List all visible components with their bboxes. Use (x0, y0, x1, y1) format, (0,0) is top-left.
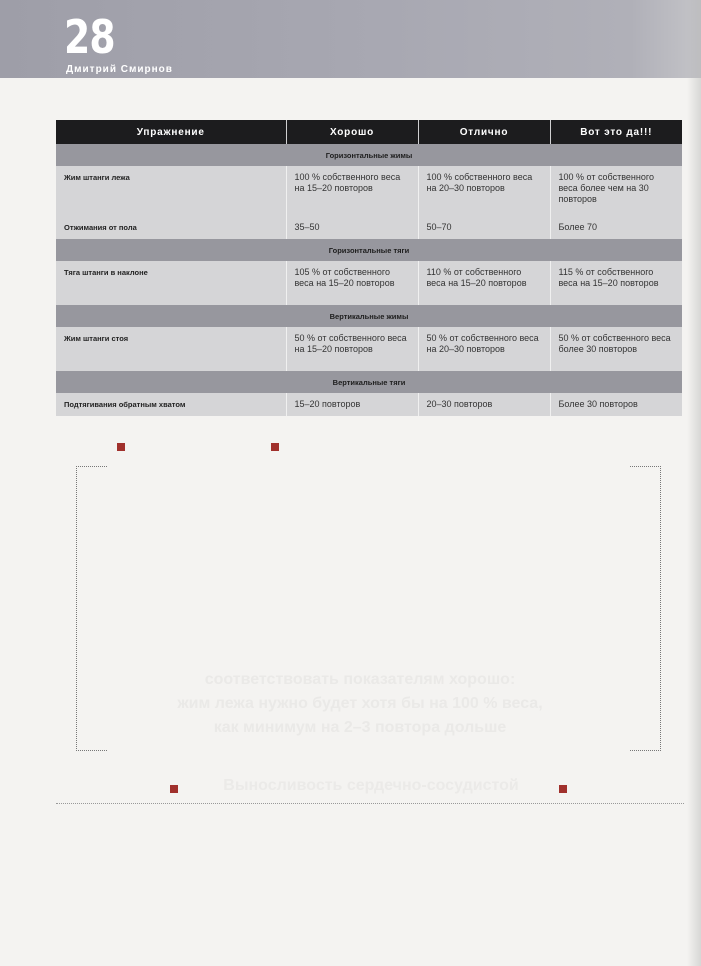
wow-value: Более 70 (550, 216, 682, 239)
exercise-name: Жим штанги стоя (56, 327, 286, 371)
marker-square-heading-right (559, 785, 567, 793)
exercise-name: Тяга штанги в наклоне (56, 261, 286, 305)
good-value: 50 % от собственного веса на 15–20 повторов (286, 327, 418, 371)
excellent-value: 20–30 повторов (418, 393, 550, 416)
section-title: Горизонтальные жимы (56, 144, 682, 166)
good-value: 105 % от собственного веса на 15–20 повторов (286, 261, 418, 305)
column-header-exercise: Упражнение (56, 120, 286, 144)
wow-value: 50 % от собственного веса более 30 повторов (550, 327, 682, 371)
column-header-good: Хорошо (286, 120, 418, 144)
dotted-divider (56, 803, 684, 804)
column-header-excellent: Отлично (418, 120, 550, 144)
faint-text-line: жим лежа нужно будет хотя бы на 100 % веса, (177, 695, 543, 712)
excellent-value: 110 % от собственного веса на 15–20 повторов (418, 261, 550, 305)
section-row (56, 371, 682, 393)
good-value: 100 % собственного веса на 15–20 повторов (286, 166, 418, 216)
marker-square-right (271, 443, 279, 451)
faint-text-line: как минимум на 2–3 повтора дольше (213, 719, 507, 736)
column-header-wow: Вот это да!!! (550, 120, 682, 144)
section-heading: Выносливость сердечно-сосудистой (223, 777, 519, 794)
section-row (56, 144, 682, 166)
exercise-name: Подтягивания обратным хватом (56, 393, 286, 416)
exercise-name: Отжимания от пола (56, 216, 286, 239)
table-header-row (56, 120, 682, 144)
page-edge-shadow (687, 0, 701, 966)
section-row (56, 305, 682, 327)
author-name: Дмитрий Смирнов (66, 64, 173, 75)
wow-value: Более 30 повторов (550, 393, 682, 416)
standards-table (56, 120, 682, 416)
table-row (56, 393, 682, 416)
exercise-name: Жим штанги лежа (56, 166, 286, 216)
page-number: 28 (64, 10, 115, 64)
marker-square-left (117, 443, 125, 451)
frame-bracket-top-right (630, 466, 661, 751)
table-row (56, 261, 682, 305)
table-row (56, 166, 682, 216)
section-title: Вертикальные тяги (56, 371, 682, 393)
wow-value: 100 % от собственного веса более чем на 30 повторов (550, 166, 682, 216)
good-value: 35–50 (286, 216, 418, 239)
marker-square-heading-left (170, 785, 178, 793)
table-row (56, 327, 682, 371)
excellent-value: 50–70 (418, 216, 550, 239)
table-row (56, 216, 682, 239)
section-title: Горизонтальные тяги (56, 239, 682, 261)
faint-text-line: соответствовать показателям хорошо: (204, 671, 516, 688)
excellent-value: 50 % от собственного веса на 20–30 повторов (418, 327, 550, 371)
section-title: Вертикальные жимы (56, 305, 682, 327)
excellent-value: 100 % собственного веса на 20–30 повторов (418, 166, 550, 216)
wow-value: 115 % от собственного веса на 15–20 повторов (550, 261, 682, 305)
good-value: 15–20 повторов (286, 393, 418, 416)
section-row (56, 239, 682, 261)
